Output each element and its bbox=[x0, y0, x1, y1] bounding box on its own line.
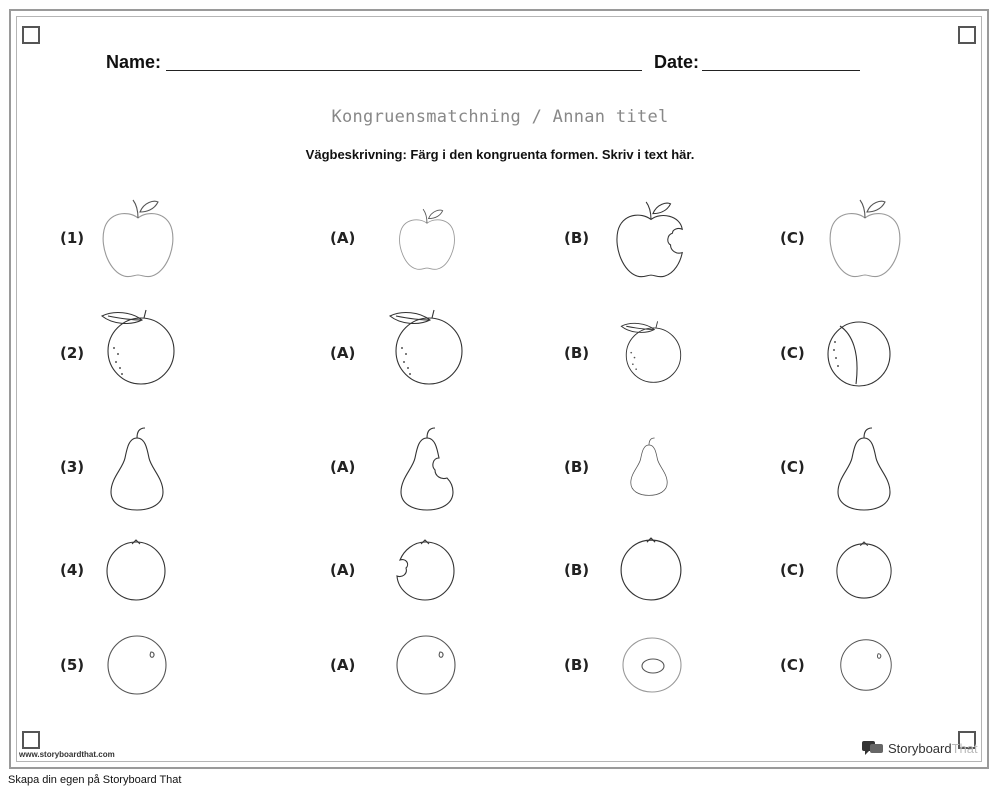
name-line[interactable] bbox=[166, 70, 642, 71]
orange-cut-icon bbox=[826, 320, 892, 388]
row-1-option-a: (A) bbox=[330, 229, 356, 247]
row-2-option-b: (B) bbox=[564, 344, 590, 362]
orange-icon-a bbox=[386, 308, 466, 384]
orange-icon bbox=[98, 308, 178, 384]
row-5-option-b: (B) bbox=[564, 656, 590, 674]
corner-square-top-right bbox=[958, 26, 976, 44]
round-fruit-icon bbox=[105, 634, 169, 696]
apple-bitten-icon bbox=[613, 198, 689, 280]
row-5-option-c: (C) bbox=[780, 656, 805, 674]
row-5-option-a: (A) bbox=[330, 656, 356, 674]
row-4-option-c: (C) bbox=[780, 561, 805, 579]
row-1-option-b: (B) bbox=[564, 229, 590, 247]
row-4-option-b: (B) bbox=[564, 561, 590, 579]
date-label: Date: bbox=[654, 52, 700, 72]
brand-suffix-text: That bbox=[951, 740, 978, 756]
storyboardthat-logo bbox=[862, 740, 978, 756]
worksheet-directions: Vägbeskrivning: Färg i den kongruenta formen. Skriv i text här. bbox=[305, 147, 695, 162]
row-2-option-c: (C) bbox=[780, 344, 805, 362]
round-fruit-small-icon bbox=[838, 638, 894, 692]
brand-main-text: Storyboard bbox=[888, 740, 952, 756]
apple-icon bbox=[100, 196, 176, 280]
speech-bubbles-icon bbox=[862, 740, 884, 756]
row-5-number: (5) bbox=[60, 656, 85, 674]
row-3-option-a: (A) bbox=[330, 458, 356, 476]
name-label: Name: bbox=[106, 52, 162, 72]
corner-square-top-left bbox=[22, 26, 40, 44]
apple-icon-c bbox=[827, 196, 903, 280]
row-3-option-b: (B) bbox=[564, 458, 590, 476]
round-fruit-icon-a bbox=[394, 634, 458, 696]
pear-icon bbox=[107, 424, 167, 512]
row-3-number: (3) bbox=[60, 458, 85, 476]
orange-small-icon bbox=[618, 318, 684, 384]
tangerine-icon-b bbox=[618, 536, 684, 602]
watermark-url: www.storyboardthat.com bbox=[19, 750, 115, 759]
footer-link[interactable]: Skapa din egen på Storyboard That bbox=[8, 774, 182, 786]
tangerine-icon bbox=[105, 538, 167, 602]
row-4-option-a: (A) bbox=[330, 561, 356, 579]
row-3-option-c: (C) bbox=[780, 458, 805, 476]
apple-small-icon bbox=[396, 206, 458, 272]
corner-square-bottom-left bbox=[22, 731, 40, 749]
row-2-number: (2) bbox=[60, 344, 85, 362]
tangerine-small-icon bbox=[835, 540, 893, 600]
pear-small-icon bbox=[628, 432, 670, 500]
round-fruit-slice-icon bbox=[621, 636, 683, 694]
row-4-number: (4) bbox=[60, 561, 85, 579]
worksheet-title: Kongruensmatchning / Annan titel bbox=[331, 107, 669, 127]
row-1-option-c: (C) bbox=[780, 229, 805, 247]
date-line[interactable] bbox=[702, 70, 860, 71]
row-2-option-a: (A) bbox=[330, 344, 356, 362]
tangerine-bitten-icon bbox=[394, 538, 456, 602]
row-1-number: (1) bbox=[60, 229, 85, 247]
pear-icon-c bbox=[834, 424, 894, 512]
pear-bitten-icon bbox=[397, 424, 457, 512]
